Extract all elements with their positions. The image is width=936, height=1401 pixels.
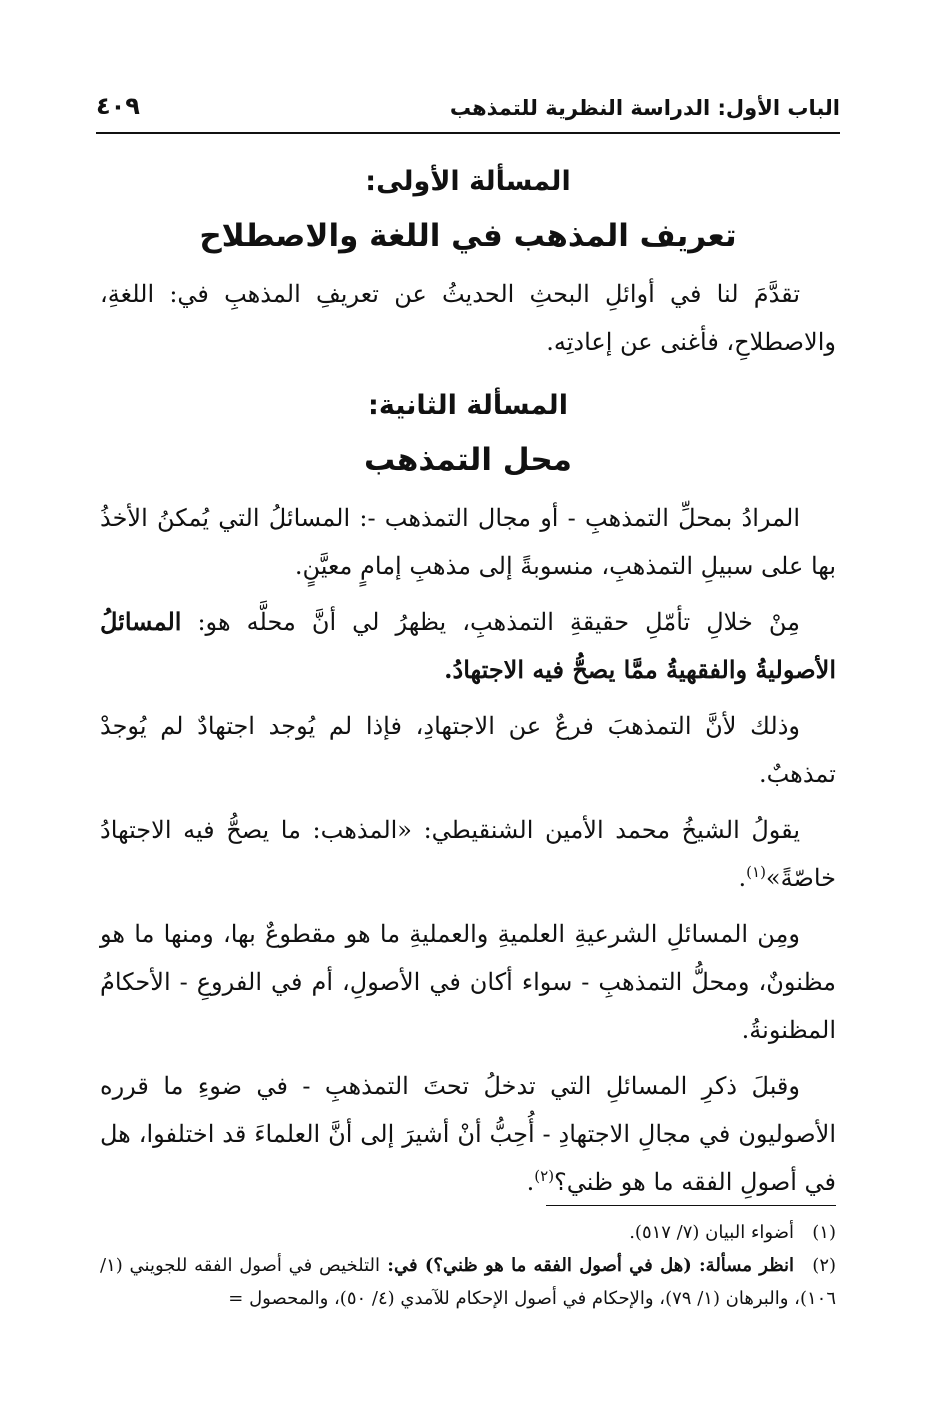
footnote-2-number: (٢) — [812, 1255, 837, 1276]
footnote-2-text: التلخيص في أصول الفقه للجويني (١/ ١٠٦)، والبرهان (١/ ٧٩)، والإحكام في أصول الإحكام للآمدي (٤/ ٥٠)، والمحصول = — [100, 1255, 836, 1309]
running-header — [96, 90, 840, 130]
paragraph-quote — [100, 806, 836, 902]
before-end: . — [526, 1168, 535, 1196]
issue-two-heading: المسألة الثانية: — [368, 390, 568, 421]
footnote-1-text: أضواء البيان (٧/ ٥١٧). — [629, 1222, 794, 1243]
quote-text: يقولُ الشيخُ محمد الأمين الشنقيطي: «المذهب: ما يصحُّ فيه الاجتهادُ خاصّةً» — [100, 816, 836, 892]
main-content — [100, 156, 836, 1214]
before-text: وقبلَ ذكرِ المسائلِ التي تدخلُ تحتَ التمذهبِ - في ضوءِ ما قرره الأصوليون في مجالِ الاجتهادِ - أُحِبُّ أنْ أشيرَ إلى أنَّ العلماءَ قد اختلفوا، هل في أصولِ الفقه ما هو ظني؟ — [100, 1072, 836, 1196]
footnote-rule — [546, 1205, 836, 1206]
footnote-1-number: (١) — [812, 1222, 836, 1243]
paragraph-scope-text: مِنْ خلالِ تأمّلِ حقيقةِ التمذهبِ، يظهرُ لي أنَّ محلَّه هو: — [181, 608, 800, 636]
quote-end: . — [738, 864, 747, 892]
header-rule — [96, 132, 840, 134]
paragraph-scope-bold: المسائلُ الأصوليةُ والفقهيةُ ممَّا يصحُّ فيه الاجتهادُ. — [100, 607, 836, 684]
issue-one-heading: المسألة الأولى: — [365, 166, 571, 197]
footnotes — [100, 1216, 836, 1315]
paragraph-issues: ومِن المسائلِ الشرعيةِ العلميةِ والعمليةِ ما هو مقطوعٌ بها، ومنها ما هو مظنونٌ، ومحلُّ التمذهبِ - سواء أكان في الأصولِ، أم في الفروعِ - الأحكامُ المظنونةُ. — [100, 920, 836, 1044]
footnote-2 — [100, 1249, 836, 1315]
chapter-title: الباب الأول: الدراسة النظرية للتمذهب — [449, 96, 840, 120]
footnote-1 — [100, 1216, 836, 1249]
paragraph-before — [100, 1062, 836, 1206]
footnote-2-bold: انظر مسألة: (هل في أصول الفقه ما هو ظني؟) في: — [380, 1255, 795, 1276]
page-number: ٤٠٩ — [96, 92, 140, 120]
footnote-ref-1[interactable]: (١) — [746, 863, 766, 881]
paragraph-definition: المرادُ بمحلِّ التمذهبِ - أو مجال التمذهب -: المسائلُ التي يُمكنُ الأخذُ بها على سبيلِ التمذهبِ، منسوبةً إلى مذهبِ إمامٍ معيَّنٍ. — [100, 504, 836, 580]
topic-two-heading: محل التمذهب — [364, 442, 572, 478]
footnote-ref-2[interactable]: (٢) — [534, 1167, 555, 1185]
section-one-paragraph: تقدَّمَ لنا في أوائلِ البحثِ الحديثُ عن تعريفِ المذهبِ في: اللغةِ، والاصطلاحِ، فأغنى عن إعادتِه. — [100, 280, 836, 356]
paragraph-reason: وذلك لأنَّ التمذهبَ فرعٌ عن الاجتهادِ، فإذا لم يُوجد اجتهادٌ لم يُوجدْ تمذهبٌ. — [100, 712, 836, 788]
topic-one-heading: تعريف المذهب في اللغة والاصطلاح — [199, 218, 737, 254]
paragraph-scope — [100, 598, 836, 694]
